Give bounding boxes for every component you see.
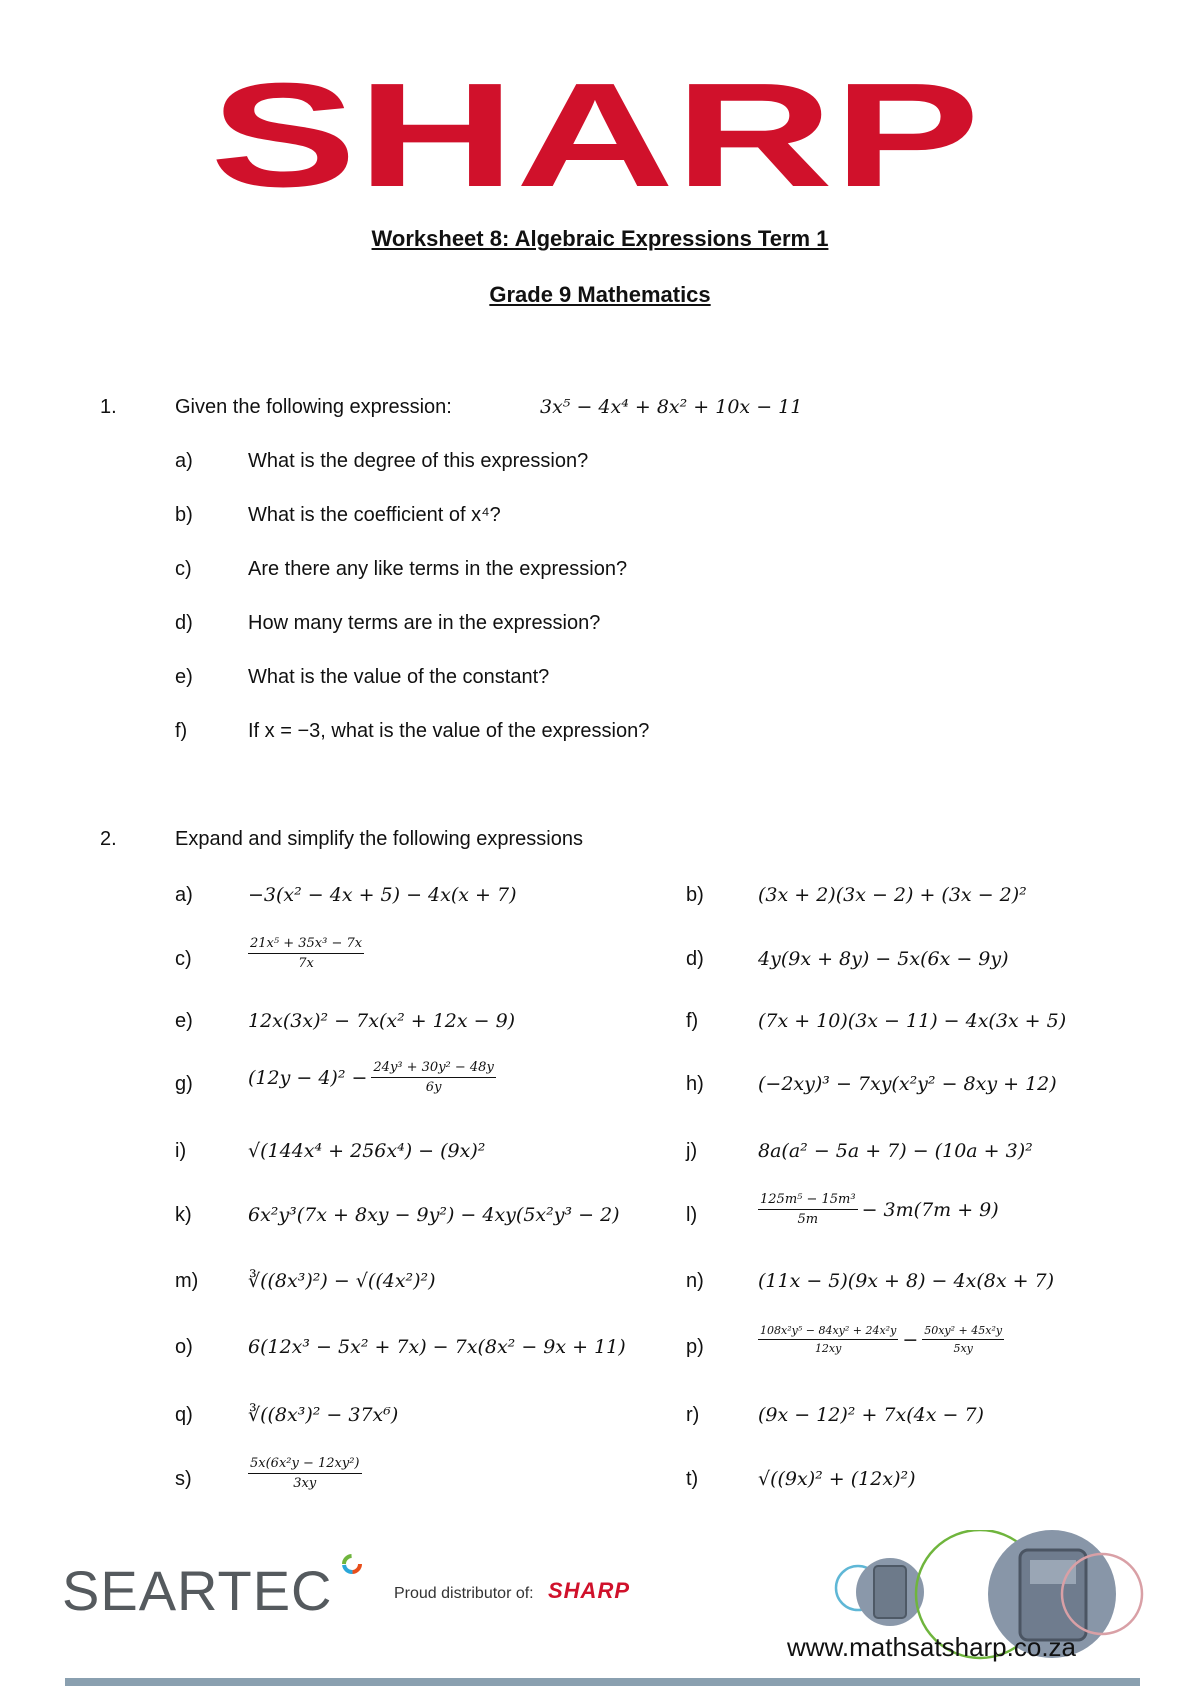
q2-item-label: c): [175, 948, 192, 970]
seartec-logo: SEARTEC: [62, 1559, 333, 1622]
fraction-numerator: 125m⁵ − 15m³: [758, 1192, 858, 1210]
q2-item-expression: (11x − 5)(9x + 8) − 4x(8x + 7): [758, 1270, 1055, 1292]
q1-part-text: How many terms are in the expression?: [248, 612, 601, 634]
fraction-numerator: 21x⁵ + 35x³ − 7x: [248, 936, 364, 954]
q1-part-label: f): [175, 720, 188, 742]
q2-item-label: r): [686, 1404, 700, 1426]
fraction-denominator: 5xy: [953, 1342, 973, 1355]
q2-item-fraction: [248, 1456, 362, 1491]
q2-item-label: k): [175, 1204, 192, 1226]
fraction-prefix: (12y − 4)² −: [248, 1066, 368, 1089]
q2-item-mixed: [248, 1060, 496, 1095]
q2-item-label: e): [175, 1010, 193, 1032]
q2-item-mixed: [758, 1324, 1004, 1355]
question-1-number: 1.: [100, 396, 117, 418]
fraction-denominator: 3xy: [293, 1476, 317, 1491]
q2-item-label: a): [175, 884, 193, 906]
q2-item-expression: 8a(a² − 5a + 7) − (10a + 3)²: [758, 1140, 1033, 1162]
q2-item-label: f): [686, 1010, 699, 1032]
q2-item-label: m): [175, 1270, 199, 1292]
question-1-prompt: Given the following expression:: [175, 396, 452, 418]
question-1-expression: 3x⁵ − 4x⁴ + 8x² + 10x − 11: [540, 396, 803, 418]
q2-item-label: t): [686, 1468, 699, 1490]
q2-item-expression: (9x − 12)² + 7x(4x − 7): [758, 1404, 984, 1426]
q2-item-label: p): [686, 1336, 704, 1358]
fraction-numerator: 5x(6x²y − 12xy²): [248, 1456, 362, 1474]
q2-item-fraction: [248, 936, 364, 971]
q2-item-expression: (7x + 10)(3x − 11) − 4x(3x + 5): [758, 1010, 1067, 1032]
fraction-denominator: 6y: [425, 1080, 442, 1095]
footer-bar: [65, 1678, 1140, 1686]
fraction-denominator: 5m: [797, 1212, 819, 1227]
q2-item-expression: −3(x² − 4x + 5) − 4x(x + 7): [248, 884, 517, 906]
worksheet-subtitle: Grade 9 Mathematics: [489, 282, 711, 307]
worksheet-title: Worksheet 8: Algebraic Expressions Term 1: [371, 226, 829, 251]
fraction-suffix: − 3m(7m + 9): [861, 1198, 999, 1221]
q2-item-label: j): [686, 1140, 698, 1162]
q1-part-text: What is the coefficient of x⁴?: [248, 504, 501, 526]
svg-text:SHARP: SHARP: [210, 64, 980, 204]
question-2-number: 2.: [100, 828, 117, 850]
fraction-numerator: 24y³ + 30y² − 48y: [371, 1060, 495, 1078]
q2-item-expression: √((9x)² + (12x)²): [758, 1468, 916, 1490]
website-url[interactable]: www.mathsatsharp.co.za: [787, 1632, 1077, 1662]
q2-item-label: o): [175, 1336, 193, 1358]
q2-item-label: l): [686, 1204, 698, 1226]
sharp-logo: [205, 64, 985, 204]
q1-part-text: Are there any like terms in the expression?: [248, 558, 628, 580]
q1-part-label: b): [175, 504, 193, 526]
q2-item-fraction: [922, 1324, 1004, 1355]
fraction-denominator: 12xy: [814, 1342, 842, 1355]
q2-item-expression: ∛((8x³)² − 37x⁶): [248, 1404, 399, 1426]
q2-item-label: d): [686, 948, 704, 970]
q2-item-label: q): [175, 1404, 193, 1426]
seartec-mark-icon: [340, 1552, 364, 1576]
q2-item-expression: √(144x⁴ + 256x⁴) − (9x)²: [248, 1140, 486, 1162]
q2-item-mixed: [758, 1192, 999, 1227]
fraction-numerator: 108x²y⁵ − 84xy² + 24x²y: [758, 1324, 898, 1340]
q2-item-fraction: [758, 1192, 858, 1227]
q2-item-expression: (3x + 2)(3x − 2) + (3x − 2)²: [758, 884, 1027, 906]
q2-item-expression: ∛((8x³)²) − √((4x²)²): [248, 1270, 436, 1292]
q1-part-text: What is the value of the constant?: [248, 666, 550, 688]
q2-item-fraction: [758, 1324, 898, 1355]
q2-item-label: h): [686, 1073, 704, 1095]
q2-item-label: i): [175, 1140, 187, 1162]
q1-part-text: If x = −3, what is the value of the expression?: [248, 720, 650, 742]
minus-sign: −: [902, 1328, 919, 1351]
q2-item-label: b): [686, 884, 704, 906]
q1-part-label: a): [175, 450, 193, 472]
q2-item-label: g): [175, 1073, 193, 1095]
q1-part-label: e): [175, 666, 193, 688]
q2-item-expression: 6x²y³(7x + 8xy − 9y²) − 4xy(5x²y³ − 2): [248, 1204, 620, 1226]
q2-item-label: n): [686, 1270, 704, 1292]
distributor-tagline: Proud distributor of:: [394, 1585, 534, 1602]
distributor-sharp-logo: SHARP: [548, 1578, 631, 1603]
q1-part-label: c): [175, 558, 192, 580]
fraction-numerator: 50xy² + 45x²y: [922, 1324, 1004, 1340]
q1-part-text: What is the degree of this expression?: [248, 450, 589, 472]
q1-part-label: d): [175, 612, 193, 634]
fraction-denominator: 7x: [298, 956, 314, 971]
q2-item-label: s): [175, 1468, 192, 1490]
q2-item-expression: 12x(3x)² − 7x(x² + 12x − 9): [248, 1010, 516, 1032]
q2-item-fraction: [371, 1060, 495, 1095]
question-2-prompt: Expand and simplify the following expressions: [175, 828, 583, 850]
q2-item-expression: 4y(9x + 8y) − 5x(6x − 9y): [758, 948, 1009, 970]
q2-item-expression: (−2xy)³ − 7xy(x²y² − 8xy + 12): [758, 1073, 1057, 1095]
q2-item-expression: 6(12x³ − 5x² + 7x) − 7x(8x² − 9x + 11): [248, 1336, 626, 1358]
